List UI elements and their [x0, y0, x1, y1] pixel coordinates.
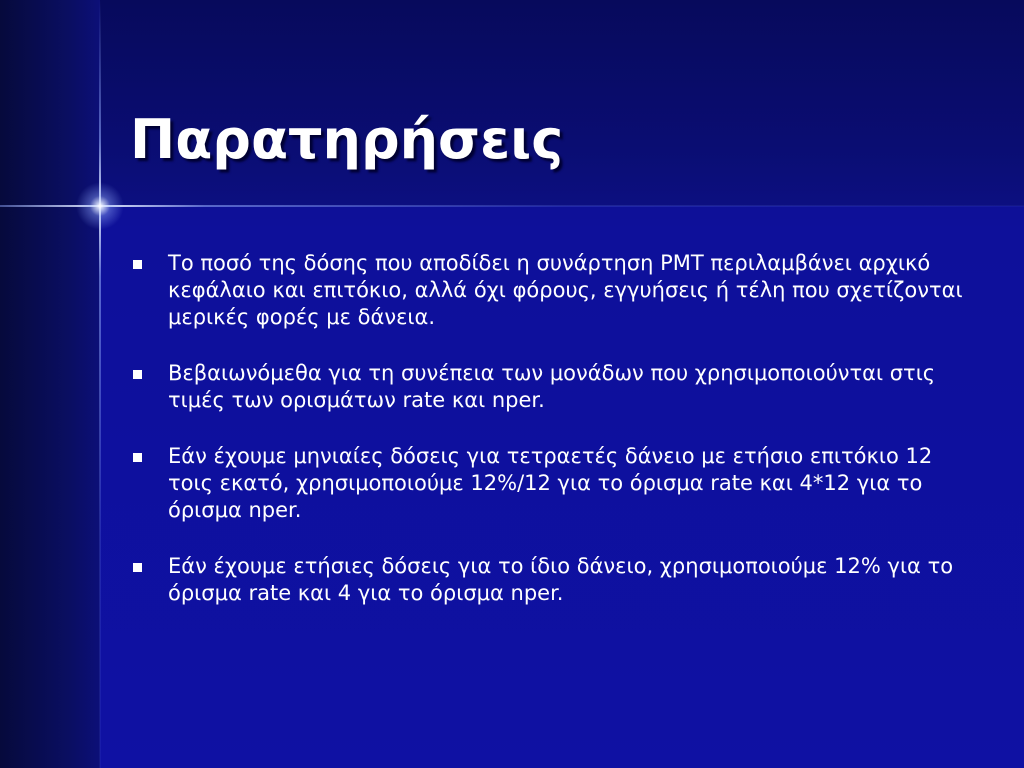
- square-bullet-icon: [133, 453, 142, 462]
- sparkle-icon: [76, 182, 124, 230]
- bullet-text: Το ποσό της δόσης που αποδίδει η συνάρτηση PMT περιλαμβάνει αρχικό κεφάλαιο και επιτόκιο, αλλά όχι φόρους, εγγυήσεις ή τέλη που σχετίζονται μερικές φορές με δάνεια.: [168, 251, 963, 329]
- horizontal-accent-line: [0, 205, 1024, 207]
- slide-title: Παρατηρήσεις: [130, 108, 564, 171]
- bullet-text: Βεβαιωνόμεθα για τη συνέπεια των μονάδων που χρησιμοποιούνται στις τιμές των ορισμάτων rate και nper.: [168, 361, 936, 412]
- left-decor-band: [0, 0, 100, 768]
- bullet-list: [130, 250, 970, 636]
- bullet-text: Εάν έχουμε μηνιαίες δόσεις για τετραετές δάνειο με ετήσιο επιτόκιο 12 τοις εκατό, χρησιμοποιούμε 12%/12 για το όρισμα rate και 4*12 για το όρισμα nper.: [168, 444, 933, 522]
- bullet-item: [130, 553, 970, 607]
- bullet-item: [130, 250, 970, 331]
- bullet-item: [130, 443, 970, 524]
- vertical-accent-line: [99, 0, 101, 768]
- bullet-item: [130, 360, 970, 414]
- square-bullet-icon: [133, 260, 142, 269]
- bullet-text: Εάν έχουμε ετήσιες δόσεις για το ίδιο δάνειο, χρησιμοποιούμε 12% για το όρισμα rate και 4 για το όρισμα nper.: [168, 554, 954, 605]
- square-bullet-icon: [133, 563, 142, 572]
- square-bullet-icon: [133, 370, 142, 379]
